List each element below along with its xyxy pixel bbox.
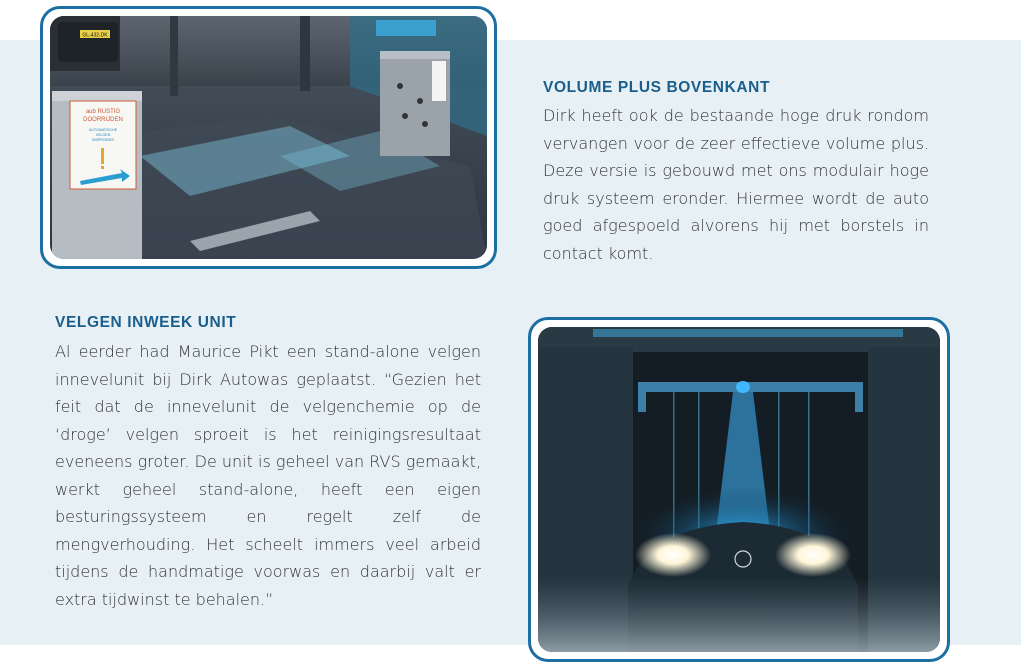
section-body-volume-plus: Dirk heeft ook de bestaande hoge druk rondom vervangen voor de zeer effectieve volume plus. Deze versie is gebouwd met ons modulair hoge druk systeem eronder. Hiermee wordt de auto goed afgespoeld alvorens hij met borstels in contact komt. bbox=[543, 106, 929, 263]
carwash-bay-photo bbox=[50, 16, 487, 259]
photo-frame-top bbox=[40, 6, 497, 269]
section-heading-velgen-inweek: VELGEN INWEEK UNIT bbox=[55, 314, 237, 331]
svg-text:INSPROEIER: INSPROEIER bbox=[91, 138, 115, 142]
carwash-tunnel-illustration bbox=[538, 327, 940, 652]
headlight-left bbox=[635, 533, 711, 577]
svg-text:AUTOMATISCHE: AUTOMATISCHE bbox=[88, 128, 118, 132]
section-heading-volume-plus: VOLUME PLUS BOVENKANT bbox=[543, 79, 771, 96]
svg-text:VELGEN: VELGEN bbox=[95, 133, 111, 137]
headlight-right bbox=[775, 533, 851, 577]
svg-text:aub RUSTIG: aub RUSTIG bbox=[85, 109, 121, 115]
photo-frame-bottom bbox=[528, 317, 950, 662]
svg-text:DOORRIJDEN: DOORRIJDEN bbox=[83, 117, 123, 123]
spray-arch bbox=[638, 382, 863, 392]
carwash-bay-illustration bbox=[50, 16, 487, 259]
carwash-tunnel-photo bbox=[538, 327, 940, 652]
section-body-velgen-inweek: Al eerder had Maurice Pikt een stand-alone velgen innevelunit bij Dirk Autowas geplaatst. “Gezien het feit dat de innevelunit de velgenchemie op de ‘droge’ velgen sproeit is het reinigingsresultaat eveneens groter. De unit is geheel van RVS gemaakt, werkt geheel stand-alone, heeft een eigen besturingssysteem en regelt zelf de mengverhouding. Het scheelt immers veel arbeid tijdens de handmatige voorwas en daarbij valt er extra tijdwinst te behalen.” bbox=[55, 342, 481, 609]
svg-text:GL-432-DK: GL-432-DK bbox=[82, 32, 108, 39]
